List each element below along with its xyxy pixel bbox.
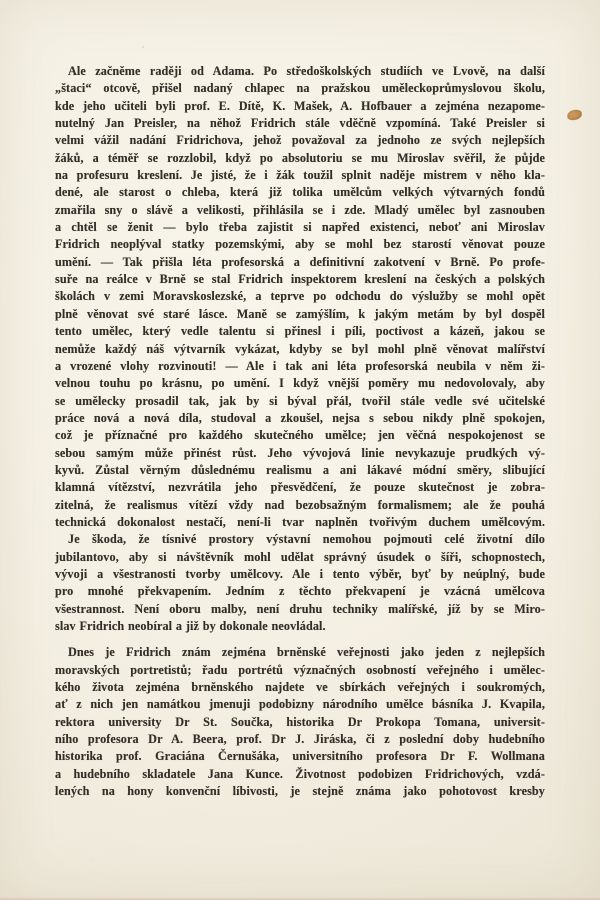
text-line: vývoji a všestranosti tvorby umělcovy. Ale i tento výběr, byť by neúplný, bude xyxy=(55,566,545,581)
text-line: Dnes je Fridrich znám zejména brněnské veřejnosti jako jeden z nejlepších xyxy=(68,645,545,660)
text-line: a hudebního skladatele Jana Kunce. Životnost podobizen Fridrichových, vzdá- xyxy=(55,766,545,781)
text-line: kého života zejména brněnského najdete ve sbírkách veřejných i soukromých, xyxy=(55,680,545,695)
body-text xyxy=(55,63,545,800)
paper-speck xyxy=(92,858,93,859)
text-line: velnou touhu po krásnu, po umění. I když vnější poměry mu nedovolovaly, aby xyxy=(55,376,545,391)
text-line: velmi vážil nadání Fridrichova, jehož považoval za jednoho ze svých nejlepších xyxy=(55,133,545,148)
text-line: lených na hony konvenční líbivosti, je stejně známa jako pohotovost kresby xyxy=(55,784,545,799)
text-line: což je příznačné pro každého skutečného umělce; jen věčná nespokojenost se xyxy=(55,428,545,443)
text-line: historika prof. Graciána Černušáka, universitního profesora Dr F. Wollmana xyxy=(55,749,545,764)
paper-speck xyxy=(383,252,384,253)
text-line: školách v zemi Moravskoslezské, a teprve po odchodu do výslužby se mohl opět xyxy=(55,289,545,304)
paper-speck xyxy=(521,698,523,700)
paragraph-2 xyxy=(55,531,545,635)
text-line: nemůže každý náš výtvarník vykázat, kdyby se byl mohl plně věnovat malířství xyxy=(55,341,545,356)
text-line: kde jeho učiteli byli prof. E. Dítě, K. Mašek, A. Hofbauer a zejména nezapome- xyxy=(55,98,545,113)
text-line: plně věnovat své staré lásce. Maně se zamýšlím, k jakým metám by byl dospěl xyxy=(55,306,545,321)
text-line: klamná vítězství, nezvrátila jeho přesvědčení, že pouze skutečnost je zobra- xyxy=(55,480,545,495)
text-line: nutelný Jan Preisler, na něhož Fridrich stále vděčně vzpomíná. Také Preisler si xyxy=(55,116,545,131)
text-line: na profesuru kreslení. Je jisté, že i žák toužil splnit naděje mistrem v něho kla- xyxy=(55,168,545,183)
text-line: všestrannost. Není oboru malby, není druhu techniky malířské, jíž by se Miro- xyxy=(55,601,545,616)
text-line: jubilantovo, aby si návštěvník mohl udělat správný úsudek o šíři, schopnostech, xyxy=(55,549,545,564)
text-line: Fridrich neoplýval statky pozemskými, aby se mohl bez starostí věnovat pouze xyxy=(55,237,545,252)
text-line: sebou samým může přinést růst. Jeho vývojová linie nevykazuje prudkých vý- xyxy=(55,445,545,460)
text-line: zmařila sny o slávě a velikosti, přihlásila se i zde. Mladý umělec byl zasnouben xyxy=(55,202,545,217)
text-line: zitelná, že realismus vítězí vždy nad bezobsažným formalismem; ale že pouhá xyxy=(55,497,545,512)
text-line: Je škoda, že tísnivé prostory výstavní nemohou pojmouti celé životní dílo xyxy=(68,532,545,547)
text-line: rektora university Dr St. Součka, historika Dr Prokopa Tomana, universit- xyxy=(55,714,545,729)
text-line: dené, ale starost o chleba, která již tolika umělcům velkých výtvarných fondů xyxy=(55,185,545,200)
text-line: se umělecky prosadil tak, jak by si býval přál, tvořil stále vedle své učitelské xyxy=(55,393,545,408)
text-line: a vrozené vlohy rozvinouti! — Ale i tak ani léta profesorská neubila v něm ži- xyxy=(55,358,545,373)
text-line: kyvů. Zůstal věrným důslednému realismu a ani lákavé módní směry, slibující xyxy=(55,462,545,477)
text-line: ního profesora Dr A. Beera, prof. Dr J. Jiráska, či z poslední doby hudebního xyxy=(55,732,545,747)
text-line: slav Fridrich neobíral a již by dokonale neovládal. xyxy=(55,619,326,633)
paper-speck xyxy=(142,46,144,48)
paragraph-3 xyxy=(55,644,545,800)
foxing-stain xyxy=(566,108,583,121)
paper-speck xyxy=(298,846,299,847)
paragraph-1 xyxy=(55,63,545,531)
text-line: Ale začněme raději od Adama. Po středoškolských studiích ve Lvově, na další xyxy=(68,64,545,78)
text-line: technická dokonalost nestačí, není-li tvar naplněn tvořivým duchem umělcovým. xyxy=(55,514,545,529)
text-line: suře na reálce v Brně se stal Fridrich inspektorem kreslení na českých a polských xyxy=(55,272,545,287)
text-line: umění. — Tak přišla léta profesorská a definitivní zakotvení v Brně. Po profe- xyxy=(55,254,545,269)
text-line: moravských portretistů; řadu portrétů význačných osobností veřejného i umělec- xyxy=(55,662,545,677)
text-line: a chtěl se ženit — bylo třeba zajistit si napřed existenci, neboť ani Miroslav xyxy=(55,220,545,235)
text-line: ať z nich jen namátkou jmenuji podobizny národního umělce básníka J. Kvapila, xyxy=(55,697,545,712)
text-line: „štaci“ otcově, přišel nadaný chlapec na pražskou uměleckoprůmyslovou školu, xyxy=(55,81,545,96)
text-line: tento umělec, který vedle talentu si přinesl i píli, poctivost a kázeň, jakou se xyxy=(55,324,545,339)
text-line: žáků, a téměř se rozzlobil, když po absolutoriu se mu Miroslav svěřil, že půjde xyxy=(55,150,545,165)
text-line: pro mnohé překvapením. Jedním z těchto překvapení je vzácná umělcova xyxy=(55,584,545,599)
text-line: práce nová a nová díla, studoval a zkoušel, nejsa s sebou nikdy plně spokojen, xyxy=(55,410,545,425)
